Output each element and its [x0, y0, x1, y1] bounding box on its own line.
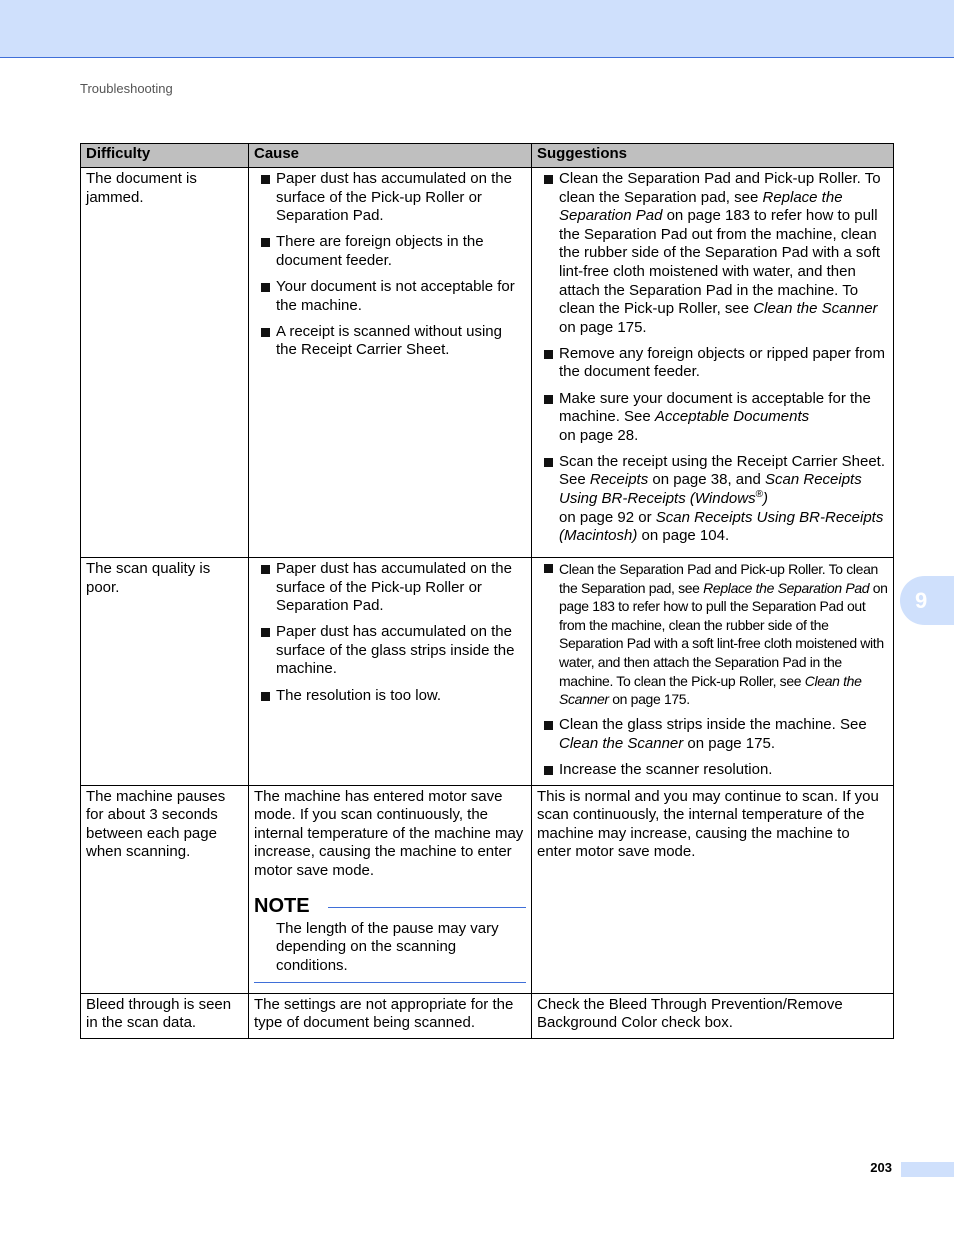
chapter-tab: 9 [900, 576, 954, 625]
suggestion-item: Scan the receipt using the Receipt Carrier Sheet. See Receipts on page 38, and Scan Receipts Using BR-Receipts (Windows®) on page 92 or Scan Receipts Using BR-Receipts (Macintosh) on page 104. [537, 453, 888, 546]
cross-reference: Replace the Separation Pad [559, 188, 843, 225]
suggestions-cell: This is normal and you may continue to scan. If you scan continuously, the internal temperature of the machine may increase, causing the machine to enter motor save mode. [532, 785, 894, 993]
cross-reference: Clean the Scanner [559, 734, 684, 752]
table-row [81, 993, 894, 1038]
running-head: Troubleshooting [80, 81, 173, 96]
cause-item: The resolution is too low. [254, 687, 526, 706]
cause-item: Paper dust has accumulated on the surface of the Pick-up Roller or Separation Pad. [254, 560, 526, 616]
footer-bar [901, 1162, 954, 1177]
note-rule [328, 907, 526, 908]
suggestions-cell: Check the Bleed Through Prevention/Remove Background Color check box. [532, 993, 894, 1038]
cross-reference: Clean the Scanner [559, 672, 862, 708]
note-title: NOTE [254, 894, 310, 917]
cause-item: Paper dust has accumulated on the surface of the glass strips inside the machine. [254, 623, 526, 679]
cross-reference: Clean the Scanner [753, 300, 878, 318]
table-row [81, 785, 894, 993]
column-header-cause: Cause [249, 144, 532, 168]
cause-item: Your document is not acceptable for the machine. [254, 278, 526, 315]
difficulty-cell: The scan quality is poor. [81, 558, 249, 786]
suggestion-item: Remove any foreign objects or ripped paper from the document feeder. [537, 345, 888, 382]
suggestion-item: Clean the Separation Pad and Pick-up Roller. To clean the Separation pad, see Replace the Separation Pad on page 183 to refer how to pull the Separation Pad out from the machine, clean the rubber side of the Separation Pad with a soft lint-free cloth moistened with water, and then attach the Separation Pad in the machine. To clean the Pick-up Roller, see Clean the Scanner on page 175. [537, 170, 888, 337]
column-header-difficulty: Difficulty [81, 144, 249, 168]
cross-reference: Scan Receipts Using BR-Receipts (Windows [559, 471, 862, 507]
cause-text: The machine has entered motor save mode. If you scan continuously, the internal temperature of the machine may increase, causing the machine to enter motor save mode. [254, 787, 524, 879]
table-header-row [81, 144, 894, 168]
cause-item: Paper dust has accumulated on the surface of the Pick-up Roller or Separation Pad. [254, 170, 526, 226]
difficulty-cell: Bleed through is seen in the scan data. [81, 993, 249, 1038]
cross-reference: Acceptable Documents [654, 408, 810, 426]
cause-cell [249, 558, 532, 786]
cause-cell [249, 168, 532, 558]
cause-cell [249, 785, 532, 993]
cause-item: A receipt is scanned without using the Receipt Carrier Sheet. [254, 323, 526, 360]
suggestion-item: Increase the scanner resolution. [537, 761, 888, 780]
table-row [81, 168, 894, 558]
suggestions-cell [532, 168, 894, 558]
cross-reference: Replace the Separation Pad [703, 579, 870, 596]
cause-cell: The settings are not appropriate for the type of document being scanned. [249, 993, 532, 1038]
difficulty-cell: The document is jammed. [81, 168, 249, 558]
troubleshooting-table [80, 143, 894, 1039]
suggestion-item: Make sure your document is acceptable for the machine. See Acceptable Documents on page 28. [537, 390, 888, 446]
cause-item: There are foreign objects in the document feeder. [254, 233, 526, 270]
difficulty-cell: The machine pauses for about 3 seconds between each page when scanning. [81, 785, 249, 993]
suggestion-item: Clean the Separation Pad and Pick-up Roller. To clean the Separation pad, see Replace the Separation Pad on page 183 to refer how to pull the Separation Pad out from the machine, clean the rubber side of the Separation Pad with a soft lint-free cloth moistened with water, and then attach the Separation Pad in the machine. To clean the Pick-up Roller, see Clean the Scanner on page 175. [537, 560, 888, 709]
page-number: 203 [870, 1160, 892, 1175]
note-header [254, 895, 526, 917]
registered-mark: ® [755, 489, 763, 500]
column-header-suggestions: Suggestions [532, 144, 894, 168]
header-band [0, 0, 954, 58]
note-text: The length of the pause may vary depending on the scanning conditions. [276, 919, 499, 974]
note-rule-bottom [254, 982, 526, 983]
suggestion-item: Clean the glass strips inside the machine. See Clean the Scanner on page 175. [537, 716, 888, 753]
cross-reference: Scan Receipts Using BR-Receipts (Macintosh) [559, 508, 884, 545]
table-row [81, 558, 894, 786]
suggestions-cell [532, 558, 894, 786]
cross-reference: Receipts [589, 471, 649, 489]
